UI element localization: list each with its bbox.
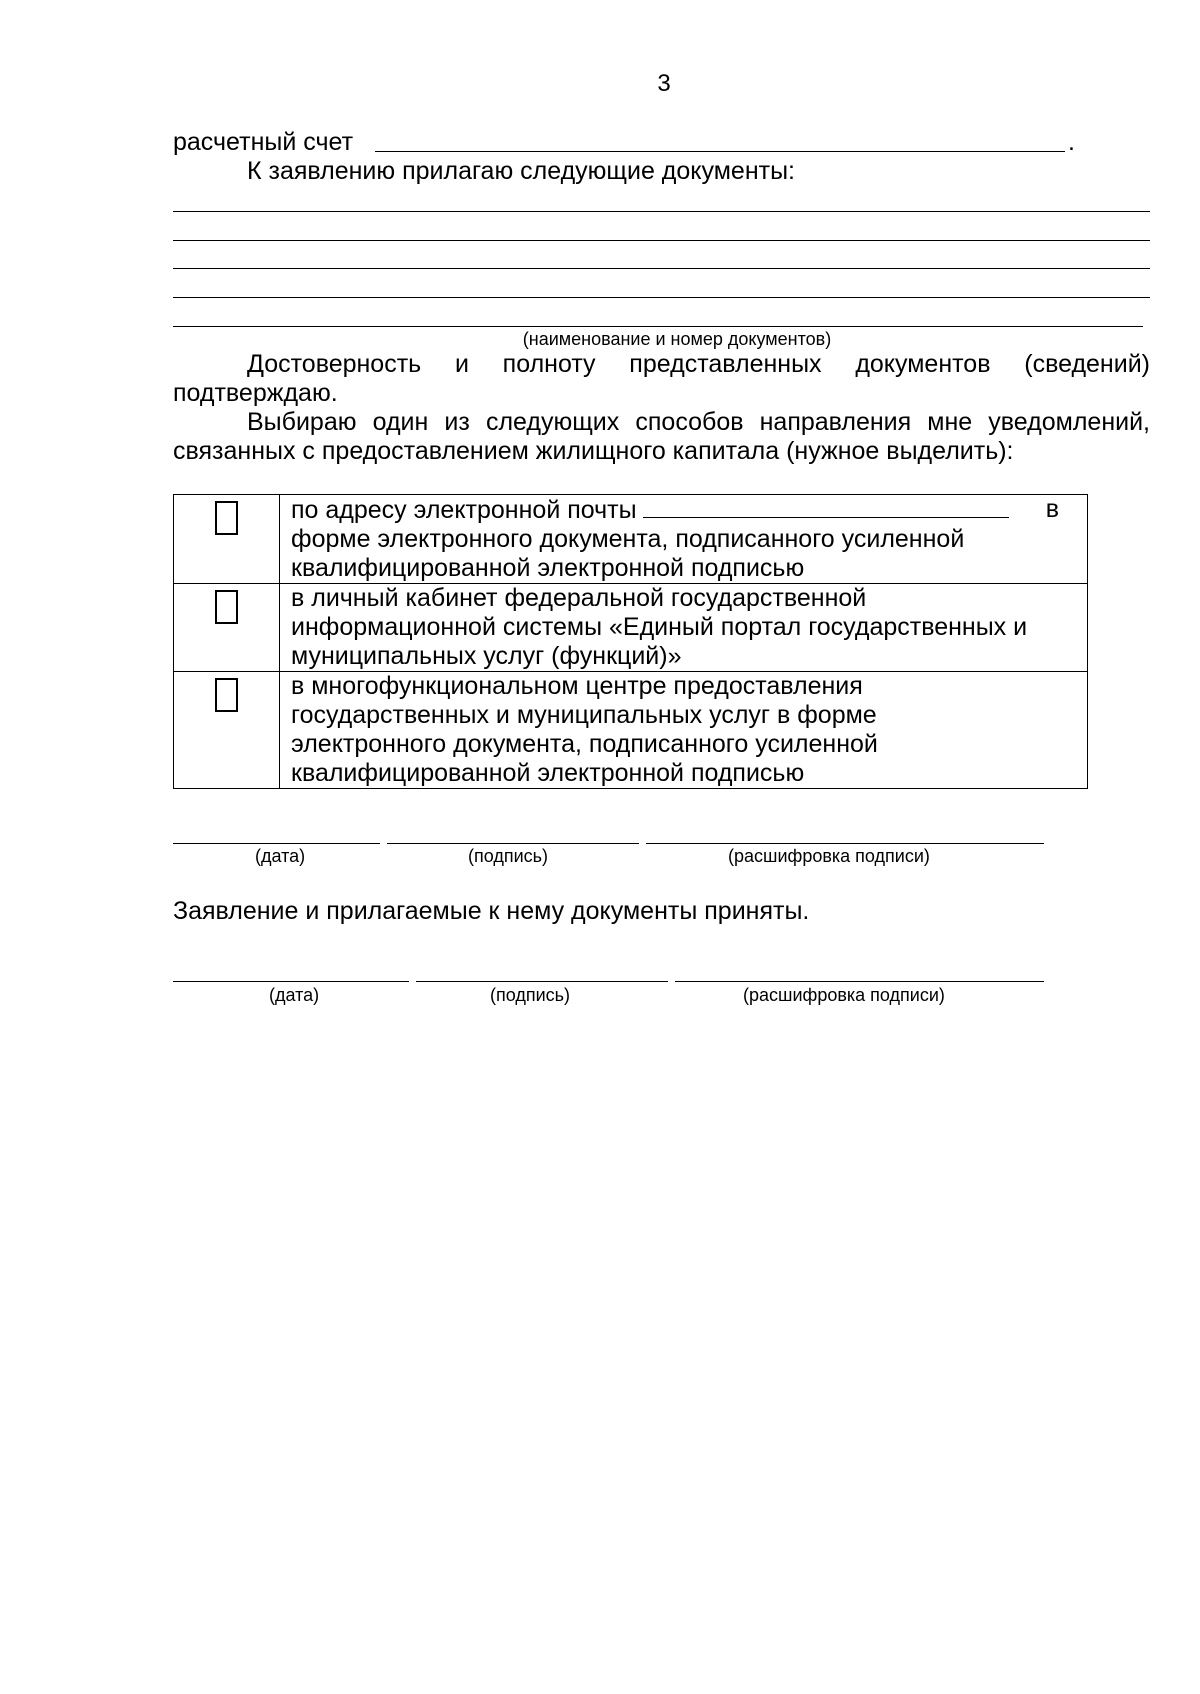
option-row-mfc: [174, 672, 1088, 789]
option-mfc-line-4: квалифицированной электронной подписью: [291, 759, 805, 787]
attachment-line-1[interactable]: [173, 211, 1150, 212]
applicant-decoding-line[interactable]: [646, 843, 1044, 844]
option-portal-line-3: муниципальных услуг (функций)»: [291, 642, 682, 670]
option-text-cell: [280, 584, 1088, 672]
official-date-line[interactable]: [173, 981, 409, 982]
official-date-caption: (дата): [269, 985, 320, 1005]
option-email-suffix: в: [1045, 495, 1059, 523]
attachments-caption: (наименование и номер документов): [522, 329, 832, 349]
attachment-line-2[interactable]: [173, 240, 1150, 241]
option-email-checkbox[interactable]: [215, 501, 238, 535]
applicant-signature-caption: (подпись): [468, 846, 549, 866]
email-address-blank[interactable]: [643, 495, 1009, 518]
applicant-date-line[interactable]: [173, 843, 380, 844]
option-checkbox-cell: [174, 672, 280, 789]
official-decoding-line[interactable]: [675, 981, 1044, 982]
option-text-cell: [280, 672, 1088, 789]
applicant-date-caption: (дата): [255, 846, 306, 866]
attachments-intro: К заявлению прилагаю следующие документы:: [247, 157, 795, 185]
option-mfc-line-3: электронного документа, подписанного усиленной: [291, 730, 878, 758]
option-portal-line-2: информационной системы «Единый портал государственных и: [291, 613, 1028, 641]
option-text-cell: [280, 495, 1088, 584]
applicant-decoding-caption: (расшифровка подписи): [728, 846, 930, 866]
option-portal-checkbox[interactable]: [215, 590, 238, 624]
attachment-line-5[interactable]: [173, 326, 1143, 327]
attachment-line-4[interactable]: [173, 297, 1150, 298]
official-signature-line[interactable]: [416, 981, 668, 982]
account-label: расчетный счет: [173, 128, 354, 156]
method-line-1: Выбираю один из следующих способов направления мне уведомлений,: [247, 408, 1150, 436]
official-signature-caption: (подпись): [490, 985, 571, 1005]
confirmation-line-2: подтверждаю.: [173, 379, 338, 407]
option-email-line-3: квалифицированной электронной подписью: [291, 554, 805, 582]
applicant-signature-line[interactable]: [387, 843, 639, 844]
option-mfc-line-2: государственных и муниципальных услуг в форме: [291, 701, 877, 729]
accepted-statement: Заявление и прилагаемые к нему документы приняты.: [173, 897, 810, 925]
official-decoding-caption: (расшифровка подписи): [743, 985, 945, 1005]
option-row-portal: [174, 584, 1088, 672]
option-checkbox-cell: [174, 495, 280, 584]
attachment-line-3[interactable]: [173, 268, 1150, 269]
option-mfc-line-1: в многофункциональном центре предоставления: [291, 672, 863, 700]
page-number: 3: [657, 70, 671, 97]
option-row-email: [174, 495, 1088, 584]
confirmation-line-1: Достоверность и полноту представленных документов (сведений): [247, 350, 1150, 378]
option-email-line-2: форме электронного документа, подписанного усиленной: [291, 525, 965, 553]
option-portal-line-1: в личный кабинет федеральной государственной: [291, 584, 867, 612]
account-blank-line[interactable]: [375, 151, 1065, 152]
option-mfc-checkbox[interactable]: [215, 678, 238, 712]
notification-options-table: [173, 494, 1088, 789]
option-checkbox-cell: [174, 584, 280, 672]
method-line-2: связанных с предоставлением жилищного капитала (нужное выделить):: [173, 437, 1014, 465]
option-email-prefix: по адресу электронной почты: [291, 496, 637, 524]
account-end-period: .: [1068, 128, 1075, 156]
